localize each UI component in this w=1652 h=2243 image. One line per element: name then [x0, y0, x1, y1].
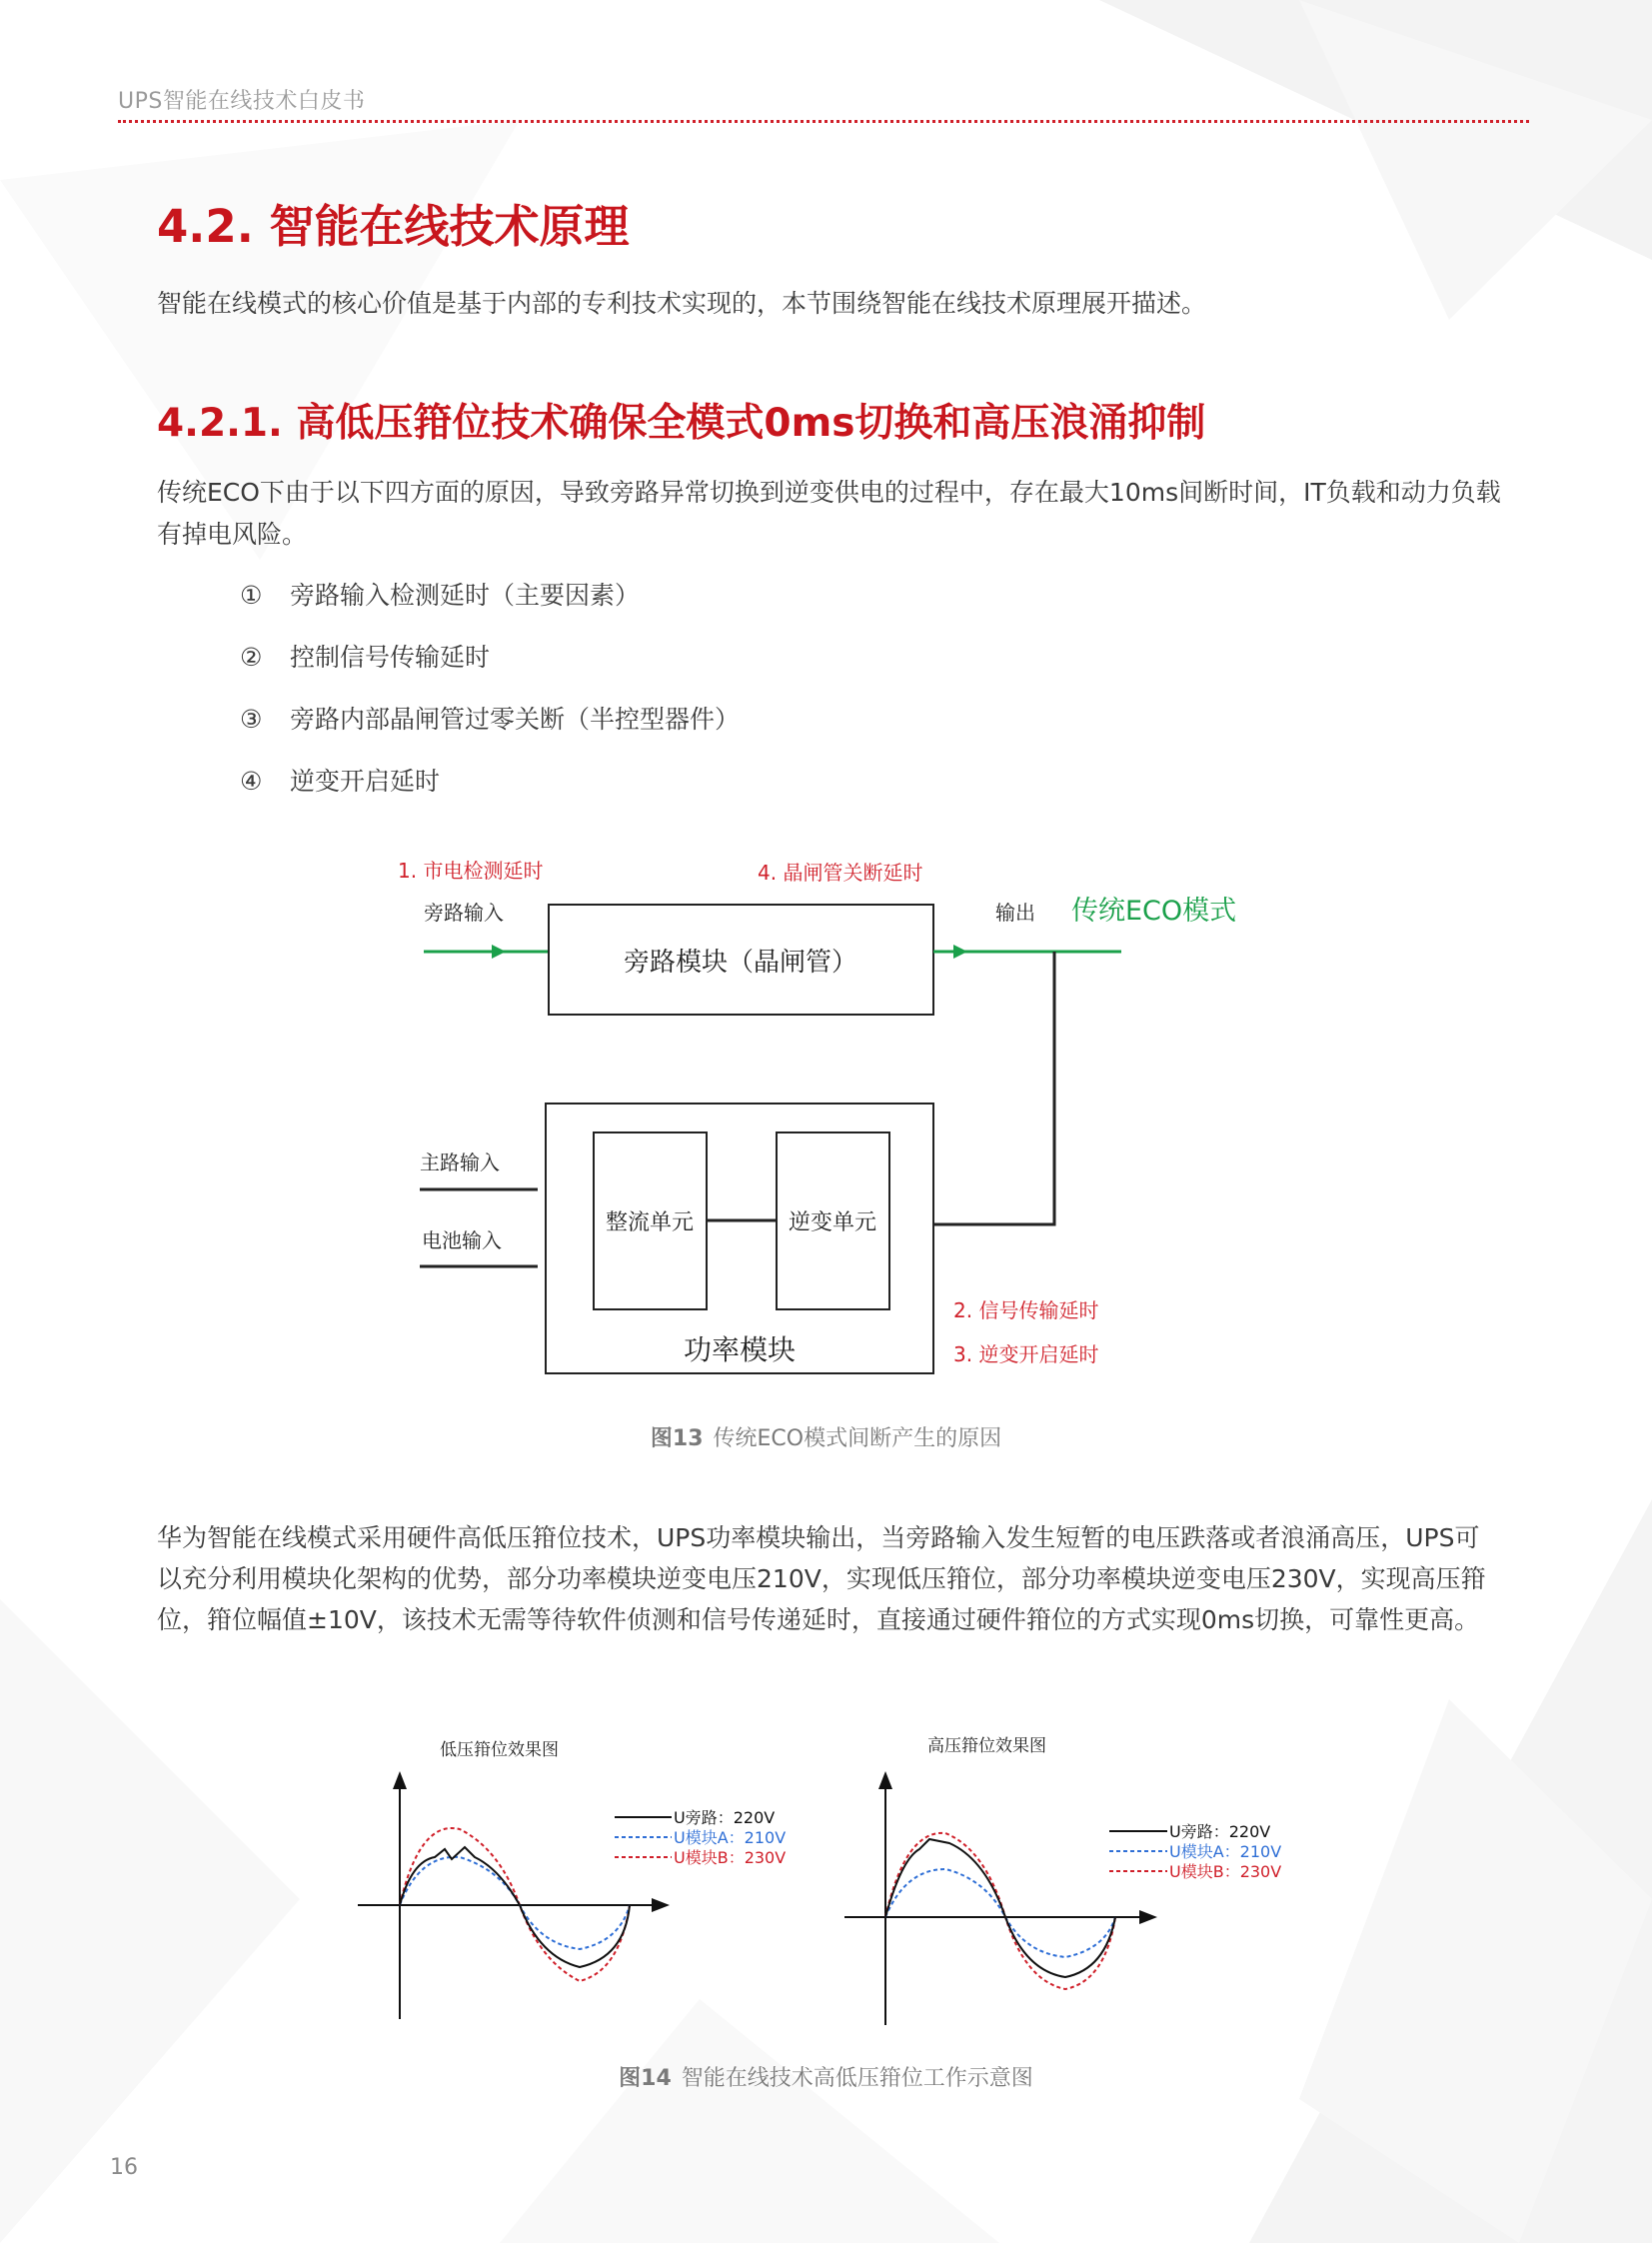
eco-mode-block-diagram — [380, 840, 1259, 1399]
subsection-title: 4.2.1. 高低压箝位技术确保全模式0ms切换和高压浪涌抑制 — [157, 401, 1206, 446]
delay4-label: 4. 晶闸管关断延时 — [758, 861, 923, 885]
eco-mode-label: 传统ECO模式 — [1071, 896, 1237, 927]
figure14-caption-text: 智能在线技术高低压箝位工作示意图 — [681, 2066, 1033, 2091]
subsection-paragraph: 传统ECO下由于以下四方面的原因，导致旁路异常切换到逆变供电的过程中，存在最大10ms间断时间，IT负载和动力负载有掉电风险。 — [157, 478, 1501, 549]
inverter-label: 逆变单元 — [788, 1210, 877, 1235]
bypass-input-label: 旁路输入 — [424, 901, 504, 925]
left-legend-module-b: U模块B：230V — [674, 1848, 787, 1867]
right-x-arrow — [1139, 1910, 1157, 1924]
clamping-waveform-figure — [340, 1719, 1339, 2039]
section-title: 4.2. 智能在线技术原理 — [157, 200, 630, 253]
left-x-arrow — [652, 1898, 670, 1912]
right-wave-module-b — [885, 1833, 1115, 1989]
list-number: ③ — [240, 705, 263, 734]
right-legend-module-b: U模块B：230V — [1169, 1862, 1282, 1881]
right-wave-module-a — [885, 1869, 1115, 1957]
section-intro: 智能在线模式的核心价值是基于内部的专利技术实现的，本节围绕智能在线技术原理展开描述。 — [157, 289, 1207, 318]
left-wave-module-a — [400, 1857, 630, 1949]
list-item — [240, 638, 740, 700]
main-input-label: 主路输入 — [420, 1150, 500, 1174]
header-rule — [118, 120, 1529, 123]
list-text: 逆变开启延时 — [290, 767, 441, 796]
rectifier-label: 整流单元 — [605, 1210, 695, 1235]
battery-input-label: 电池输入 — [422, 1228, 502, 1252]
reason-list — [240, 576, 740, 824]
power-module-label: 功率模块 — [683, 1333, 797, 1366]
delay3-label: 3. 逆变开启延时 — [953, 1342, 1099, 1366]
delay2-label: 2. 信号传输延时 — [953, 1298, 1099, 1322]
inverter-output-line — [933, 952, 1054, 1224]
bypass-module-label: 旁路模块（晶闸管） — [623, 948, 858, 978]
right-chart-title: 高压箝位效果图 — [927, 1736, 1046, 1756]
page-number: 16 — [110, 2155, 138, 2180]
list-text: 旁路内部晶闸管过零关断（半控型器件） — [290, 705, 741, 734]
list-number: ④ — [240, 767, 263, 796]
list-text: 旁路输入检测延时（主要因素） — [290, 581, 641, 610]
output-label: 输出 — [995, 901, 1035, 925]
right-legend-module-a: U模块A：210V — [1169, 1842, 1282, 1861]
right-wave-bypass — [885, 1839, 1115, 1977]
list-number: ② — [240, 643, 263, 672]
bypass-input-arrow — [492, 945, 506, 959]
body-paragraph-clamping: 华为智能在线模式采用硬件高低压箝位技术，UPS功率模块输出，当旁路输入发生短暂的电压跌落或者浪涌高压，UPS可以充分利用模块化架构的优势，部分功率模块逆变电压210V，实现低压箝位，部分功率模块逆变电压230V，实现高压箝位，箝位幅值±10V，该技术无需等待软件侦测和信号传递延时，直接通过硬件箝位的方式实现0ms切换，可靠性更高。 — [157, 1523, 1486, 1634]
list-item — [240, 700, 740, 762]
delay1-label: 1. 市电检测延时 — [398, 859, 544, 883]
right-legend-bypass: U旁路：220V — [1169, 1822, 1271, 1841]
left-legend-bypass: U旁路：220V — [674, 1808, 776, 1827]
figure13-caption-text: 传统ECO模式间断产生的原因 — [713, 1426, 1002, 1451]
left-legend-module-a: U模块A：210V — [674, 1828, 787, 1847]
left-wave-bypass — [400, 1847, 630, 1967]
output-arrow — [953, 945, 967, 959]
list-number: ① — [240, 581, 263, 610]
right-y-arrow — [878, 1771, 892, 1789]
list-text: 控制信号传输延时 — [290, 643, 491, 672]
figure13-number: 图13 — [650, 1426, 704, 1451]
list-item — [240, 576, 740, 638]
figure14-number: 图14 — [619, 2066, 672, 2091]
list-item — [240, 762, 740, 824]
running-header: UPS智能在线技术白皮书 — [118, 89, 366, 114]
left-chart-title: 低压箝位效果图 — [440, 1740, 559, 1760]
figure14-caption — [0, 2061, 1652, 2092]
figure13-caption — [0, 1421, 1652, 1452]
left-y-arrow — [393, 1771, 407, 1789]
